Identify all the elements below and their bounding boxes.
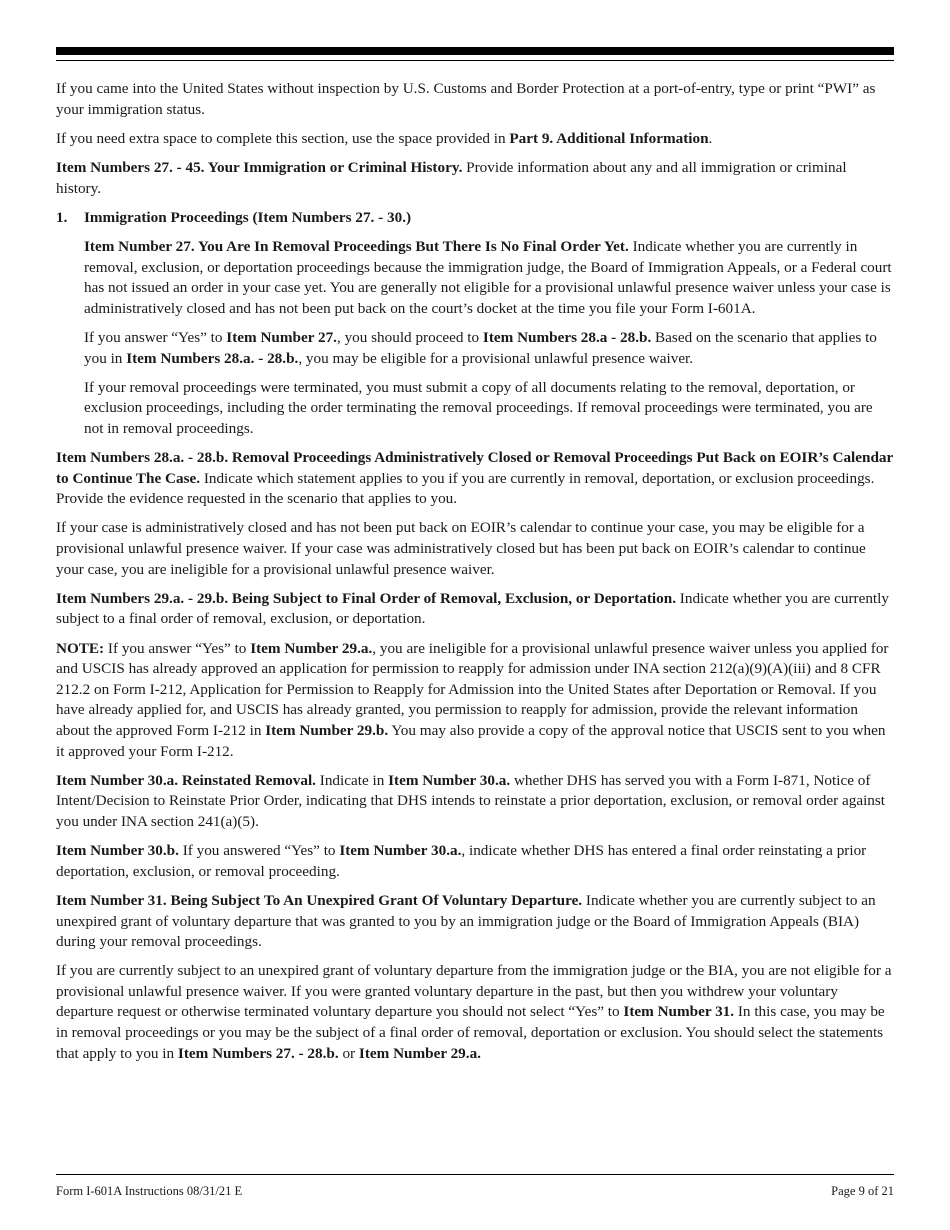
extra-space-paragraph: If you need extra space to complete this section, use the space provided in Part 9. Additional Information. — [56, 129, 713, 147]
item-29-paragraph: Item Numbers 29.a. - 29.b. Being Subject to Final Order of Removal, Exclusion, or Deportation. Indicate whether you are currently subject to a final order of removal, exclusion, or deportation. — [56, 589, 889, 628]
header-thin-rule — [56, 60, 894, 61]
voluntary-departure-paragraph: If you are currently subject to an unexpired grant of voluntary departure from the immigration judge or the BIA, you are not eligible for a provisional unlawful presence waiver. If you were granted voluntary departure in the past, but then you withdrew your voluntary departure request or otherwise terminated voluntary departure you should not select “Yes” to Item Number 31. In this case, you may be in removal proceedings or you may be the subject of a final order of removal, deportation or exclusion. You should select the statements that apply to you in Item Numbers 27. - 28.b. or Item Number 29.a. — [56, 962, 892, 1062]
item-27-paragraph: Item Number 27. You Are In Removal Proceedings But There Is No Final Order Yet. Indicate whether you are currently in removal, exclusion, or deportation proceedings because the immigration judge, the Board of Immigration Appeals, or a Federal court has not issued an order in your case yet. You are generally not eligible for a provisional unlawful presence waiver unless your case is administratively closed and has not been put back on the court’s docket at the time you file your Form I-601A. — [84, 237, 892, 317]
terminated-proceedings-paragraph: If your removal proceedings were terminated, you must submit a copy of all documents relating to the removal, deportation, or exclusion proceedings, including the order terminating the removal proceedings. If removal proceedings were terminated, you are not in removal proceedings. — [84, 378, 873, 437]
pwi-paragraph: If you came into the United States without inspection by U.S. Customs and Border Protection at a port-of-entry, type or print “PWI” as your immigration status. — [56, 80, 876, 118]
header-thick-rule — [56, 47, 894, 55]
note-paragraph: NOTE: If you answer “Yes” to Item Number 29.a., you are ineligible for a provisional unlawful presence waiver unless you applied for and USCIS has already approved an application for permission to reapply for admission under INA section 212(a)(9)(A)(iii) and 8 CFR 212.2 on Form I-212, Application for Permission to Reapply for Admission into the United States after Deportation or Removal. If you have already applied for, and USCIS has already granted, you permission to reapply for admission, provide the relevant information about the approved Form I-212 in Item Number 29.b. You may also provide a copy of the approval notice that USCIS sent to you when it approved your Form I-212. — [56, 639, 889, 760]
form-identifier: Form I-601A Instructions 08/31/21 E — [56, 1184, 243, 1198]
administratively-closed-paragraph: If your case is administratively closed and has not been put back on EOIR’s calendar to continue your case, you may be eligible for a provisional unlawful presence waiver. If your case was administratively closed but has been put back on EOIR’s calendar to continue your case, you are ineligible for a provisional unlawful presence waiver. — [56, 519, 866, 578]
page-footer — [56, 1183, 894, 1199]
item-30a-paragraph: Item Number 30.a. Reinstated Removal. Indicate in Item Number 30.a. whether DHS has served you with a Form I-871, Notice of Intent/Decision to Reinstate Prior Order, indicating that DHS intends to reinstate a prior deportation, exclusion, or removal order against you under INA section 241(a)(5). — [56, 771, 886, 830]
item-27-yes-paragraph: If you answer “Yes” to Item Number 27., you should proceed to Item Numbers 28.a - 28.b. Based on the scenario that applies to you in Item Numbers 28.a. - 28.b., you may be eligible for a provisional unlawful presence waiver. — [84, 328, 877, 367]
page-body — [56, 79, 894, 1073]
list-number: 1. — [56, 208, 68, 226]
item-31-paragraph: Item Number 31. Being Subject To An Unexpired Grant Of Voluntary Departure. Indicate whether you are currently subject to an unexpired grant of voluntary departure that was granted to you by an immigration judge or the Board of Immigration Appeals (BIA) during your removal proceedings. — [56, 891, 876, 951]
history-intro-paragraph: Item Numbers 27. - 45. Your Immigration or Criminal History. Provide information about any and all immigration or criminal history. — [56, 158, 847, 197]
page-number: Page 9 of 21 — [831, 1184, 894, 1198]
item-28-paragraph: Item Numbers 28.a. - 28.b. Removal Proceedings Administratively Closed or Removal Proceedings Put Back on EOIR’s Calendar to Continue The Case. Indicate which statement applies to you if you are currently in removal, deportation, or exclusion proceedings. Provide the evidence requested in the scenario that applies to you. — [56, 449, 893, 508]
item-30b-paragraph: Item Number 30.b. If you answered “Yes” to Item Number 30.a., indicate whether DHS has entered a final order reinstating a prior deportation, exclusion, or removal proceeding. — [56, 842, 867, 880]
footer-rule — [56, 1174, 894, 1175]
list-heading-immigration-proceedings: 1. Immigration Proceedings (Item Numbers 27. - 30.) — [56, 208, 894, 229]
